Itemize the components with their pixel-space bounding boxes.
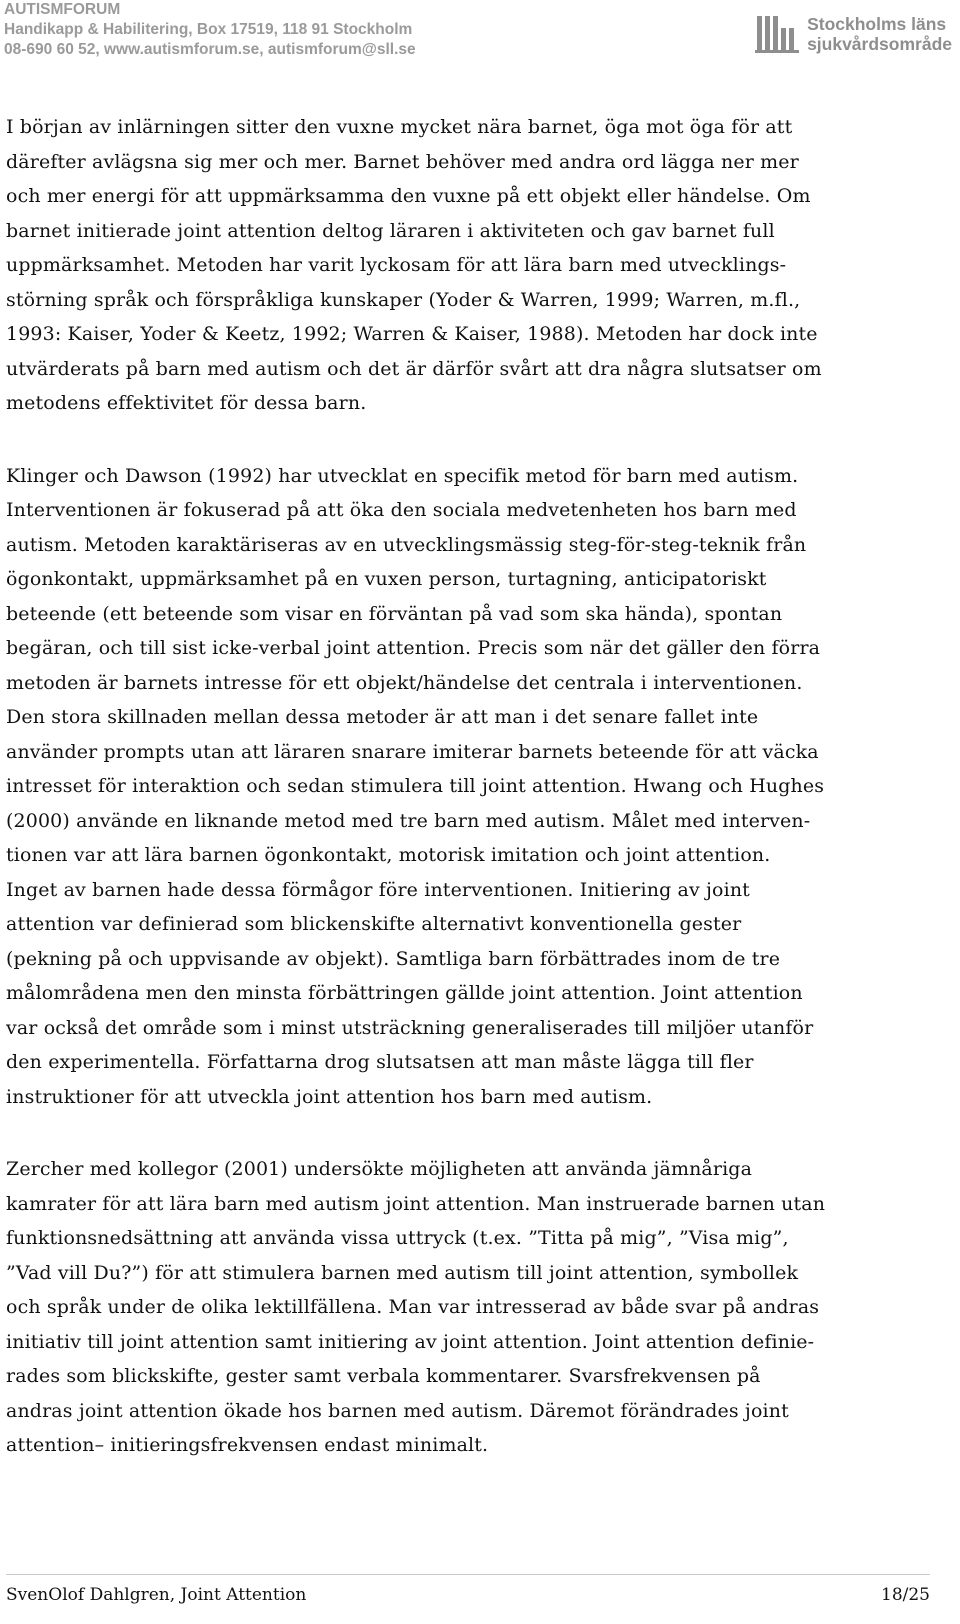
- text-line: attention– initieringsfrekvensen endast minimalt.: [6, 1434, 489, 1456]
- text-line: intresset för interaktion och sedan stimulera till joint attention. Hwang och Hughes: [6, 775, 825, 797]
- page-number: 18/25: [881, 1585, 930, 1605]
- text-line: därefter avlägsna sig mer och mer. Barnet behöver med andra ord lägga ner mer: [6, 150, 799, 173]
- text-line: uppmärksamhet. Metoden har varit lyckosam för att lära barn med utvecklings-: [6, 254, 787, 276]
- text-line: Zercher med kollegor (2001) undersökte möjligheten att använda jämnåriga: [6, 1158, 753, 1180]
- text-line: begäran, och till sist icke-verbal joint attention. Precis som när det gäller den förra: [6, 637, 821, 659]
- organization-name: AUTISMFORUM: [4, 1, 121, 18]
- text-line: metodens effektivitet för dessa barn.: [6, 392, 367, 414]
- text-line: funktionsnedsättning att använda vissa uttryck (t.ex. ”Titta på mig”, ”Visa mig”,: [6, 1227, 789, 1249]
- text-line: instruktioner för att utveckla joint attention hos barn med autism.: [6, 1085, 653, 1108]
- text-line: beteende (ett beteende som visar en förväntan på vad som ska hända), spontan: [6, 602, 783, 625]
- paragraph: [6, 459, 936, 1115]
- text-line: (2000) använde en liknande metod med tre barn med autism. Målet med interven-: [6, 809, 811, 832]
- organization-info: [4, 0, 416, 60]
- text-line: Inget av barnen hade dessa förmågor före interventionen. Initiering av joint: [6, 878, 750, 901]
- text-line: ”Vad vill Du?”) för att stimulera barnen med autism till joint attention, symbollek: [6, 1261, 799, 1284]
- paragraph: [6, 1152, 936, 1463]
- text-line: (pekning på och uppvisande av objekt). Samtliga barn förbättrades inom de tre: [6, 947, 781, 970]
- text-line: ögonkontakt, uppmärksamhet på en vuxen person, turtagning, anticipatoriskt: [6, 568, 767, 590]
- logo-text-line1: Stockholms läns: [807, 14, 947, 34]
- text-line: tionen var att lära barnen ögonkontakt, motorisk imitation och joint attention.: [6, 844, 771, 866]
- sll-logo-icon: [755, 14, 801, 54]
- text-line: störning språk och förspråkliga kunskaper (Yoder & Warren, 1999; Warren, m.fl.,: [6, 288, 801, 311]
- text-line: andras joint attention ökade hos barnen med autism. Däremot förändrades joint: [6, 1399, 789, 1422]
- text-line: I början av inlärningen sitter den vuxne mycket nära barnet, öga mot öga för att: [6, 116, 793, 138]
- text-line: Den stora skillnaden mellan dessa metoder är att man i det senare fallet inte: [6, 706, 759, 728]
- page-header: [0, 0, 960, 70]
- text-line: den experimentella. Författarna drog slutsatsen att man måste lägga till fler: [6, 1051, 754, 1073]
- text-line: Interventionen är fokuserad på att öka den sociala medvetenheten hos barn med: [6, 499, 797, 521]
- text-line: barnet initierade joint attention deltog läraren i aktiviteten och gav barnet full: [6, 219, 775, 242]
- organization-address: Handikapp & Habilitering, Box 17519, 118 91 Stockholm: [4, 21, 413, 38]
- text-line: autism. Metoden karaktäriseras av en utvecklingsmässig steg-för-steg-teknik från: [6, 533, 807, 556]
- text-line: initiativ till joint attention samt initiering av joint attention. Joint attention definie-: [6, 1330, 815, 1353]
- organization-contact: 08-690 60 52, www.autismforum.se, autismforum@sll.se: [4, 41, 416, 58]
- logo-text-line2: sjukvårdsområde: [807, 34, 952, 54]
- text-line: kamrater för att lära barn med autism joint attention. Man instruerade barnen utan: [6, 1192, 826, 1215]
- text-line: och mer energi för att uppmärksamma den vuxne på ett objekt eller händelse. Om: [6, 185, 811, 207]
- document-body: [6, 110, 936, 1501]
- stockholms-lans-logo: [755, 12, 952, 56]
- text-line: attention var definierad som blickenskifte alternativt konventionella gester: [6, 913, 742, 935]
- paragraph: [6, 110, 936, 421]
- page-footer: [6, 1574, 930, 1605]
- footer-author-title: SvenOlof Dahlgren, Joint Attention: [6, 1585, 307, 1605]
- text-line: Klinger och Dawson (1992) har utvecklat en specifik metod för barn med autism.: [6, 464, 799, 487]
- text-line: 1993: Kaiser, Yoder & Keetz, 1992; Warren & Kaiser, 1988). Metoden har dock inte: [6, 323, 818, 345]
- logo-text: [807, 14, 952, 54]
- text-line: rades som blickskifte, gester samt verbala kommentarer. Svarsfrekvensen på: [6, 1365, 761, 1387]
- text-line: använder prompts utan att läraren snarare imiterar barnets beteende för att väcka: [6, 740, 819, 763]
- text-line: målområdena men den minsta förbättringen gällde joint attention. Joint attention: [6, 982, 803, 1004]
- text-line: och språk under de olika lektillfällena. Man var intresserad av både svar på andras: [6, 1296, 820, 1318]
- text-line: metoden är barnets intresse för ett objekt/händelse det centrala i interventionen.: [6, 671, 803, 694]
- text-line: var också det område som i minst utsträckning generaliserades till miljöer utanför: [6, 1016, 814, 1039]
- text-line: utvärderats på barn med autism och det är därför svårt att dra några slutsatser om: [6, 357, 822, 380]
